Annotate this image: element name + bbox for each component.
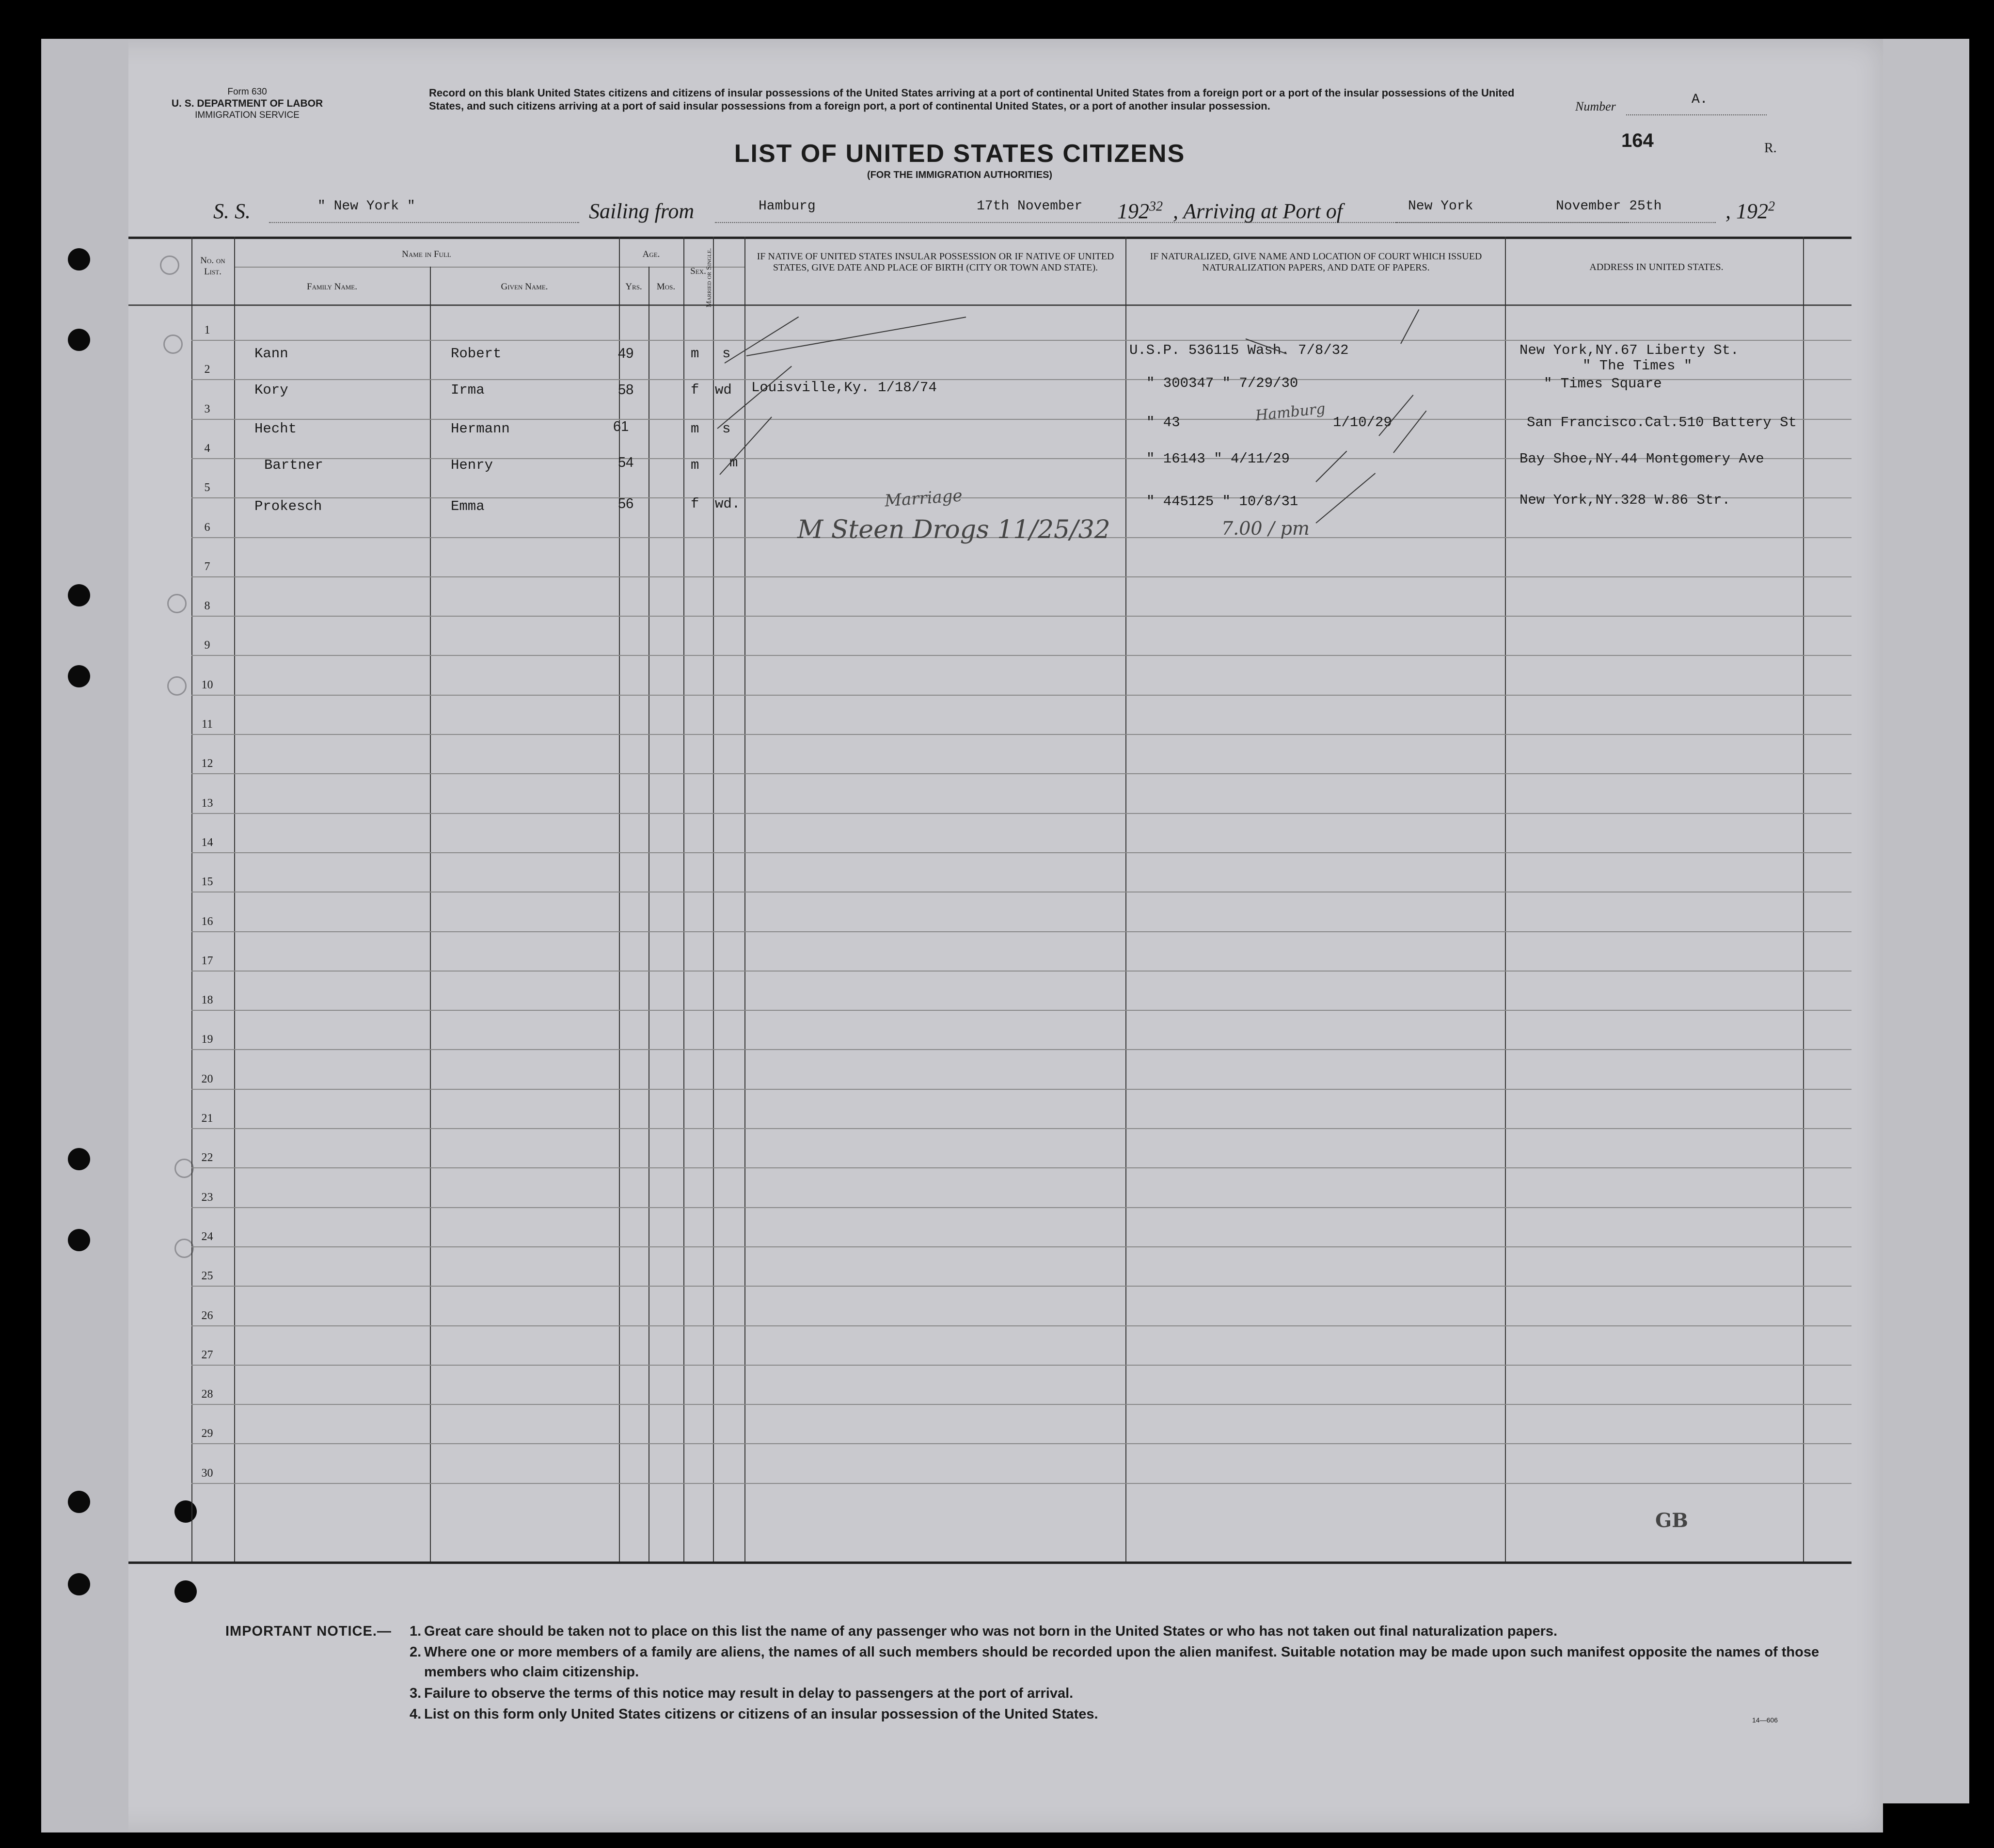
service: IMMIGRATION SERVICE [195, 110, 300, 120]
sex-cell: f [691, 496, 699, 512]
given-name-cell: Emma [451, 498, 485, 514]
col-rule [713, 237, 714, 1561]
handwritten-stamp-note: M Steen Drogs 11/25/32 [797, 515, 1110, 544]
row-rule [191, 1365, 1852, 1366]
table-bottom-rule [128, 1561, 1852, 1564]
name-subheader-rule [234, 267, 744, 268]
sheet-number: 164 [1621, 130, 1654, 151]
row-rule [191, 813, 1852, 814]
header-bottom-rule [128, 304, 1852, 306]
age-years-cell: 58 [618, 382, 634, 398]
row-rule [191, 1286, 1852, 1287]
naturalization-cell: " 43 [1146, 414, 1180, 430]
punch-hole [68, 1148, 90, 1170]
col-rule [619, 237, 620, 1561]
marital-status-cell: s [722, 421, 731, 437]
page-title: LIST OF UNITED STATES CITIZENS [734, 140, 1186, 168]
family-name-cell: Hecht [254, 421, 297, 437]
arrival-fill-line [1396, 222, 1716, 223]
arriving-label: , Arriving at Port of [1173, 199, 1343, 223]
naturalization-cell: " 16143 " 4/11/29 [1146, 451, 1290, 467]
marital-status-cell: wd [715, 382, 732, 398]
naturalization-date-cell: 1/10/29 [1333, 414, 1392, 430]
col-rule [1505, 237, 1506, 1561]
col-header-native: IF NATIVE OF UNITED STATES INSULAR POSSESSION OR IF NATIVE OF UNITED STATES, GIVE DATE AND PLACE OF BIRTH (CITY OR TOWN AND STATE). [757, 251, 1114, 273]
family-name-cell: Kann [254, 346, 288, 362]
row-number: 4 [204, 442, 210, 455]
row-number: 8 [204, 600, 210, 613]
punch-hole [68, 584, 90, 606]
notice-item-number: 2. [410, 1644, 422, 1660]
print-code: 14—606 [1752, 1716, 1778, 1724]
row-number: 29 [201, 1427, 213, 1440]
row-number: 26 [201, 1309, 213, 1322]
row-rule [191, 971, 1852, 972]
notice-item-number: 1. [410, 1624, 422, 1639]
arrival-date: November 25th [1556, 199, 1662, 214]
arrival-port: New York [1408, 199, 1473, 214]
handwritten-marriage: Marriage [884, 486, 963, 511]
row-number: 2 [204, 363, 210, 376]
row-number: 27 [201, 1348, 213, 1361]
punch-hole [68, 665, 90, 687]
row-rule [191, 1010, 1852, 1011]
notice-item [410, 1705, 1830, 1724]
punch-hole [68, 1491, 90, 1513]
marital-status-cell: m [729, 455, 738, 471]
row-number: 22 [201, 1151, 213, 1164]
col-rule [234, 237, 235, 1561]
binding-margin [41, 39, 128, 1832]
row-number: 10 [201, 678, 213, 691]
notice-item-text: Failure to observe the terms of this notice may result in delay to passengers at the port of arrival. [424, 1686, 1074, 1701]
address-cell: New York,NY.328 W.86 Str. [1519, 492, 1731, 508]
row-number: 7 [204, 560, 210, 573]
col-rule [1125, 237, 1126, 1561]
row-rule [191, 734, 1852, 735]
col-rule [1803, 237, 1804, 1561]
pen-stroke [1315, 451, 1347, 482]
punch-hole [68, 1573, 90, 1595]
row-number: 3 [204, 402, 210, 415]
department: U. S. DEPARTMENT OF LABOR [171, 98, 323, 109]
given-name-cell: Henry [451, 457, 493, 473]
row-number: 9 [204, 639, 210, 652]
col-header-family-name: Family Name. [307, 282, 357, 292]
notice-item [410, 1642, 1830, 1682]
row-rule [191, 616, 1852, 617]
row-number: 25 [201, 1270, 213, 1283]
pen-stroke [746, 317, 966, 356]
record-instructions: Record on this blank United States citizens and citizens of insular possessions of the United States arriving at a port of continental United States from a foreign port or a port of the insular possessions of the United States, and such citizens arriving at a port of said insular possessions from a foreign port, a port of continental United States, or a port of another insular possession. [429, 87, 1515, 112]
row-number: 15 [201, 876, 213, 889]
row-rule [191, 1049, 1852, 1050]
col-header-mos: Mos. [656, 282, 676, 292]
naturalization-cell: " 300347 " 7/29/30 [1146, 375, 1298, 391]
row-rule [191, 773, 1852, 774]
notice-item-text: List on this form only United States citizens or citizens of an insular possession of the United States. [424, 1706, 1098, 1722]
notice-item-text: Great care should be taken not to place on this list the name of any passenger who was not born in the United States or who has not taken out final naturalization papers. [424, 1624, 1558, 1639]
row-rule [191, 1167, 1852, 1168]
row-rule [191, 852, 1852, 853]
punch-hole [68, 248, 90, 271]
page-subtitle: (FOR THE IMMIGRATION AUTHORITIES) [867, 170, 1053, 180]
row-number: 30 [201, 1466, 213, 1480]
row-rule [191, 695, 1852, 696]
address-cell: San Francisco.Cal.510 Battery St [1527, 414, 1797, 430]
arrival-year: , $192^2$ [1725, 199, 1775, 223]
notice-item [410, 1684, 1830, 1704]
row-rule [191, 1483, 1852, 1484]
row-rule [191, 1325, 1852, 1326]
birth-cell: Louisville,Ky. 1/18/74 [751, 380, 937, 396]
row-number: 19 [201, 1033, 213, 1046]
row-rule [191, 1404, 1852, 1405]
address-cell: New York,NY.67 Liberty St. [1519, 342, 1739, 358]
pen-stroke [1400, 309, 1419, 344]
row-number: 21 [201, 1112, 213, 1125]
row-rule [191, 1128, 1852, 1129]
col-header-address: ADDRESS IN UNITED STATES. [1589, 262, 1724, 272]
punch-hole [174, 1580, 197, 1603]
sheet-suffix: R. [1764, 141, 1777, 156]
family-name-cell: Bartner [264, 457, 323, 473]
voyage-line [213, 194, 1813, 228]
passenger-table [128, 237, 1852, 1560]
address-cell: " Times Square [1544, 376, 1662, 392]
pen-stroke [1393, 411, 1426, 453]
col-rule [744, 237, 745, 1561]
notice-item-number: 3. [410, 1686, 422, 1701]
age-years-cell: 54 [618, 455, 634, 470]
col-header-sex: Sex. [690, 266, 706, 276]
col-header-no: No. on List. [200, 255, 225, 277]
col-header-married: Married or Single. [705, 248, 713, 308]
col-header-given-name: Given Name. [501, 282, 548, 292]
notice-item-text: Where one or more members of a family are aliens, the names of all such members should be recorded upon the alien manifest. Suitable notation may be made upon such manifest opposite the names of those members who claim citizenship. [424, 1644, 1820, 1680]
handwritten-hamburg: Hamburg [1254, 400, 1327, 425]
ship-fill-line [269, 222, 579, 223]
given-name-cell: Robert [451, 346, 502, 362]
table-top-rule [128, 237, 1852, 239]
sex-cell: m [691, 457, 699, 473]
sailing-year: $192^{32}$ [1117, 199, 1163, 223]
address-extra-cell: " The Times " [1583, 358, 1693, 374]
age-years-cell: 49 [618, 346, 634, 361]
punch-hole [68, 1229, 90, 1251]
row-number: 28 [201, 1388, 213, 1401]
row-rule [191, 1246, 1852, 1247]
row-number: 14 [201, 836, 213, 849]
notice-heading: IMPORTANT NOTICE.— [225, 1624, 392, 1639]
ship-name: " New York " [317, 199, 415, 214]
handwritten-initials: 7.00 / pm [1221, 518, 1310, 539]
ss-label: S. S. [213, 199, 251, 223]
row-number: 18 [201, 994, 213, 1007]
age-years-cell: 56 [618, 496, 634, 511]
given-name-cell: Irma [451, 382, 485, 398]
row-rule [191, 1443, 1852, 1444]
row-rule [191, 340, 1852, 341]
form-number: Form 630 [227, 87, 267, 97]
marital-status-cell: wd. [715, 496, 741, 512]
row-rule [191, 1207, 1852, 1208]
sailing-date: 17th November [977, 199, 1083, 214]
arrival-year-suffix: 2 [1768, 199, 1775, 214]
sex-cell: m [691, 346, 699, 362]
notice-item [410, 1622, 1830, 1641]
marital-status-cell: s [722, 346, 731, 362]
row-number: 1 [204, 324, 210, 336]
row-rule [191, 931, 1852, 932]
address-cell: Bay Shoe,NY.44 Montgomery Ave [1519, 451, 1764, 467]
row-number: 23 [201, 1191, 213, 1204]
sailing-year-suffix: 32 [1149, 199, 1163, 214]
col-header-name-in-full: Name in Full [402, 249, 451, 259]
row-rule [191, 576, 1852, 577]
number-value: A. [1692, 92, 1708, 107]
row-number: 17 [201, 954, 213, 967]
row-number: 5 [204, 481, 210, 494]
row-rule [191, 1089, 1852, 1090]
row-number: 13 [201, 797, 213, 810]
family-name-cell: Prokesch [254, 498, 322, 514]
sailing-port: Hamburg [759, 199, 816, 214]
naturalization-cell: " 445125 " 10/8/31 [1146, 494, 1298, 510]
row-number: 12 [201, 757, 213, 770]
number-label: Number [1575, 99, 1616, 113]
family-name-cell: Kory [254, 382, 288, 398]
sex-cell: f [691, 382, 699, 398]
row-rule [191, 655, 1852, 656]
col-rule [191, 237, 192, 1561]
col-rule [430, 267, 431, 1561]
form-identifier [145, 86, 349, 121]
row-number: 24 [201, 1230, 213, 1243]
col-header-yrs: Yrs. [625, 282, 642, 292]
col-rule [683, 237, 684, 1561]
col-header-naturalized: IF NATURALIZED, GIVE NAME AND LOCATION OF COURT WHICH ISSUED NATURALIZATION PAPERS, AND DATE OF PAPERS. [1150, 251, 1482, 273]
sex-cell: m [691, 421, 699, 437]
row-number: 16 [201, 915, 213, 928]
age-years-cell: 61 [613, 419, 629, 434]
row-number: 11 [201, 718, 213, 731]
given-name-cell: Hermann [451, 421, 510, 437]
sailing-label: Sailing from [589, 199, 695, 223]
row-number: 20 [201, 1072, 213, 1085]
naturalization-cell: U.S.P. 536115 Wash. 7/8/32 [1129, 342, 1349, 358]
handwritten-corner-mark: GB [1655, 1509, 1688, 1532]
punch-hole [68, 329, 90, 351]
col-header-age: Age. [642, 249, 660, 259]
row-number: 6 [204, 521, 210, 534]
notice-item-number: 4. [410, 1706, 422, 1722]
number-underline [1626, 114, 1767, 115]
